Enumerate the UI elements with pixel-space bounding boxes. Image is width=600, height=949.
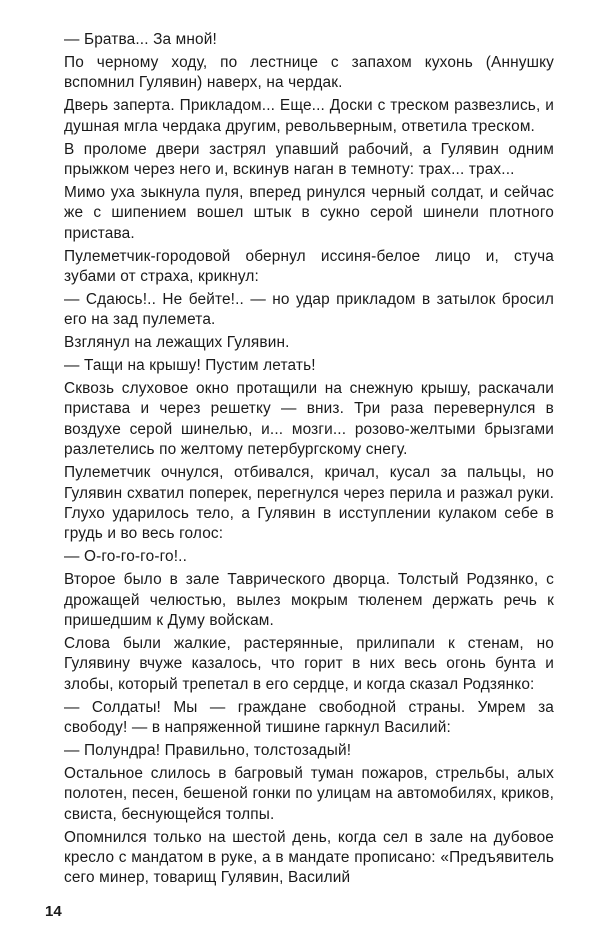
paragraph-13: Второе было в зале Таврического дворца. Толстый Родзянко, с дрожащей челюстью, вылез мокрым тюленем держать речь к пришедшим к Думу войскам. <box>64 571 554 629</box>
paragraph-1: — Братва... За мной! <box>64 31 217 48</box>
paragraph-12: — О-го-го-го-го!.. <box>64 548 188 566</box>
paragraph-4: В проломе двери застрял упавший рабочий, а Гулявин одним прыжком через него и, вскинув наган в темноту: трах... трах... <box>64 140 554 178</box>
paragraph-14: Слова были жалкие, растерянные, прилипали к стенам, но Гулявину вчуже казалось, что горит в них весь огонь бунта и злобы, который трепетал в его сердце, и когда сказал Родзянко: <box>64 634 554 693</box>
paragraph-9: — Тащи на крышу! Пустим летать! <box>64 357 316 375</box>
paragraph-8: Взглянул на лежащих Гулявин. <box>64 334 290 352</box>
paragraph-2: По черному ходу, по лестнице с запахом кухонь (Аннушку вспомнил Гулявин) наверх, на чердак. <box>64 53 554 92</box>
paragraph-5: Мимо уха зыкнула пуля, вперед ринулся черный солдат, и сейчас же с шипением вошел штык в сукно серой шинели плотного пристава. <box>64 183 554 242</box>
paragraph-10: Сквозь слуховое окно протащили на снежную крышу, раскачали пристава и через решетку — вниз. Три раза перевернулся в воздухе серой шинелью, и... мозги... розово-желтыми брызгами разлетелись по желтому петербургскому снегу. <box>64 380 554 459</box>
paragraph-7: — Сдаюсь!.. Не бейте!.. — но удар прикладом в затылок бросил его на зад пулемета. <box>64 290 554 329</box>
paragraph-6: Пулеметчик-городовой обернул иссиня-белое лицо и, стуча зубами от страха, крикнул: <box>64 247 554 285</box>
paragraph-16: — Полундра! Правильно, толстозадый! <box>64 741 352 759</box>
paragraph-11: Пулеметчик очнулся, отбивался, кричал, кусал за пальцы, но Гулявин схватил поперек, перегнулся через перила и разжал руки. Глухо ударилось тело, а Гулявин в исступлении кулаком себе в грудь и во весь голос: <box>64 464 554 543</box>
page-number: 14 <box>45 903 62 920</box>
paragraph-3: Дверь заперта. Прикладом... Еще... Доски с треском развезлись, и душная мгла чердака другим, револьверным, ответила треском. <box>64 97 554 135</box>
paragraph-18: Опомнился только на шестой день, когда сел в зале на дубовое кресло с мандатом в руке, а в мандате прописано: «Предъявитель сего минер, товарищ Гулявин, Василий <box>64 828 554 887</box>
page-body-text <box>64 30 554 891</box>
paragraph-15: — Солдаты! Мы — граждане свободной страны. Умрем за свободу! — в напряженной тишине гаркнул Василий: <box>64 698 554 736</box>
paragraph-17: Остальное слилось в багровый туман пожаров, стрельбы, алых полотен, песен, бешеной гонки по улицам на автомобилях, криков, свиста, беснующейся толпы. <box>64 764 554 823</box>
